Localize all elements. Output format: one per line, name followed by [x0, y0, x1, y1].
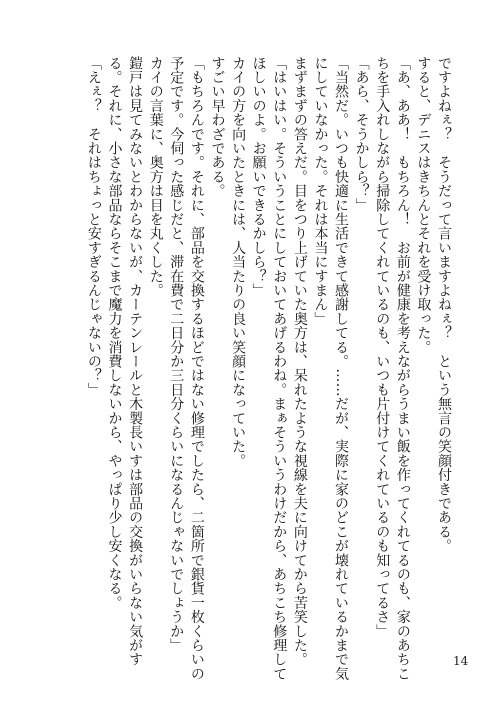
text-line: まずまずの答えだ。目をつり上げていた奥方は、呆れたような視線を夫に向けてから苦笑した。	[291, 56, 308, 667]
text-line: にしていなかった。それは本当にすまん」	[312, 56, 329, 326]
text-line: ですよねぇ？ そうだって言いますよねぇ？ という無言の笑顔付きである。	[436, 56, 452, 553]
text-line: る。それに、小さな部品ならそこまで魔力を消費しないから、やっぱり少し安くなる。	[106, 56, 123, 610]
text-line: カイの方を向いたときには、人当たりの良い笑顔になっていた。	[230, 56, 247, 468]
text-line: すると、デニスはきちんとそれを受け取った。	[415, 56, 432, 355]
page-number: 14	[453, 654, 469, 668]
text-line: 「あ、ああ！ もちろん！ お前が健康を考えながらうまい飯を作ってくれてるのも、家のあちこ	[394, 56, 411, 681]
text-line: 予定です。今伺った感じだと、滞在費で二日分か三日分くらいになるんじゃないでしょうか」	[168, 56, 185, 653]
text-line: 「もちろんです。それに、部品を交換するほどではない修理でしたら、二箇所で銀貨一枚くらいの	[188, 56, 205, 681]
text-line: 「当然だ。いつも快適に生活できて感謝してる。……だが、実際に家のどこが壊れているかまで気	[333, 56, 350, 681]
text-line: すごい早わざである。	[209, 56, 226, 198]
text-line: 「はいはい。そういうことにしておいてあげるわね。まぁそういうわけだから、あちこち修理して	[271, 56, 288, 681]
text-line: 「あら、そうかしら？」	[353, 56, 370, 213]
text-line: 「えぇ？ それはちょっと安すぎるんじゃないの？」	[85, 56, 102, 397]
text-line: ほしいのよ。お願いできるかしら？」	[250, 56, 267, 298]
text-line: カイの言葉に、奥方は目を丸くした。	[147, 56, 164, 298]
text-line: ちを手入れしながら掃除してくれているのも、いつも片付けてくれているのも知ってるさ」	[374, 56, 391, 639]
text-line: 鎧戸は見てみないとわからないが、カーテンレールと木製長いすは部品の交換がいらない気がす	[127, 56, 144, 667]
body-text	[24, 56, 454, 681]
